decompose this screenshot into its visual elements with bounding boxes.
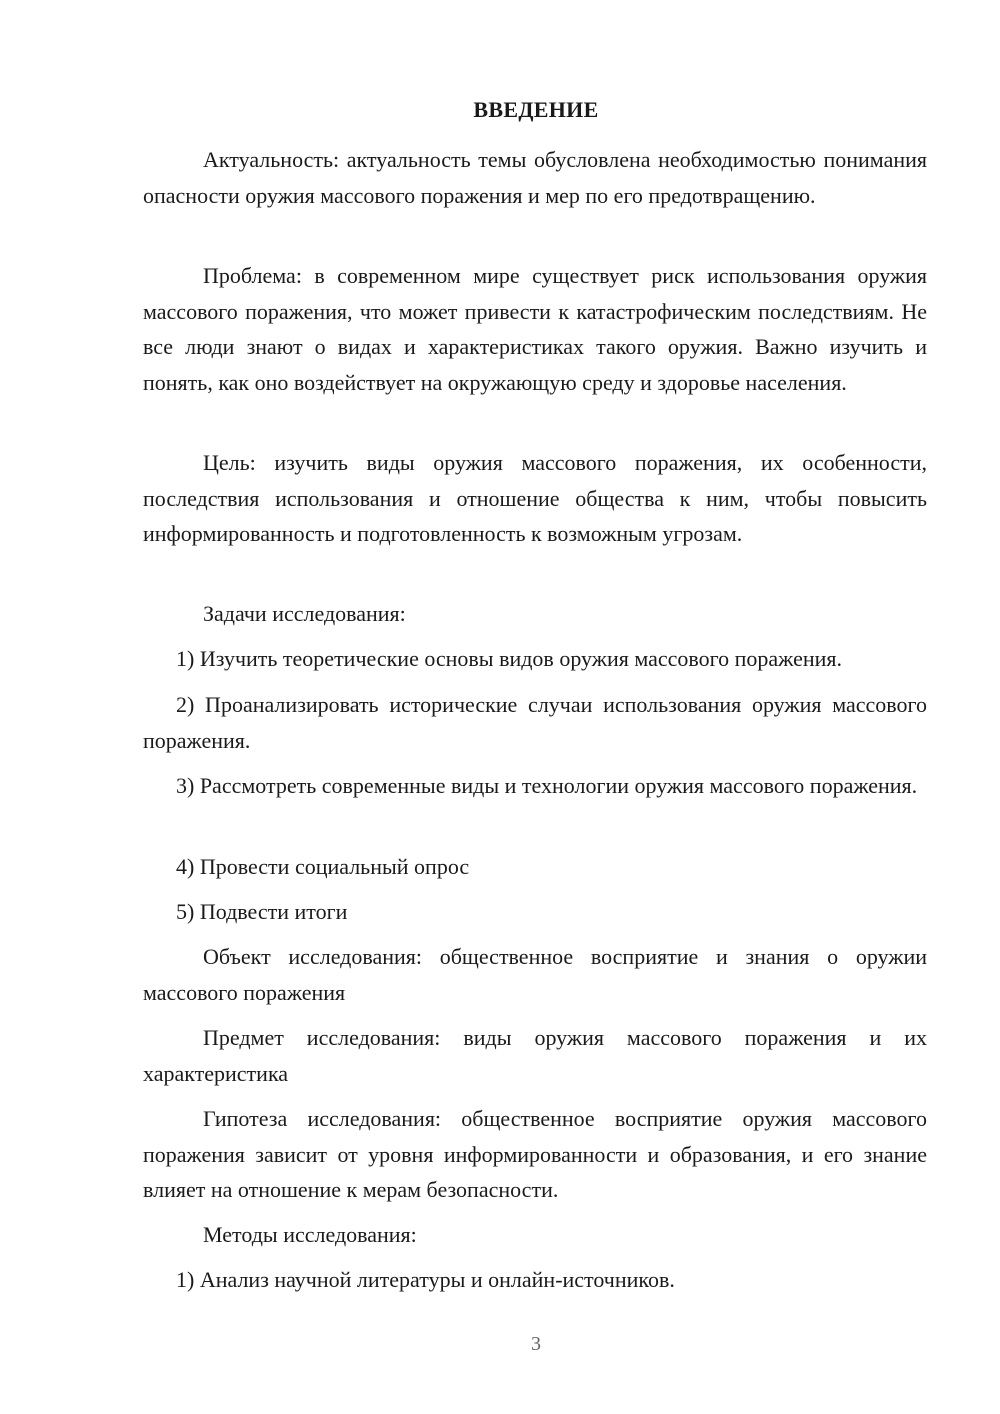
paragraph-object: Объект исследования: общественное восприятие и знания о оружии массового поражения <box>143 944 927 1005</box>
paragraph-methods-heading: Методы исследования: <box>203 1222 417 1247</box>
list-item-task-2: 2) Проанализировать исторические случаи использования оружия массового поражения. <box>143 692 927 753</box>
page-title: ВВЕДЕНИЕ <box>473 97 599 122</box>
paragraph-subject: Предмет исследования: виды оружия массового поражения и их характеристика <box>143 1025 927 1086</box>
paragraph-problem: Проблема: в современном мире существует риск использования оружия массового поражения, что может привести к катастрофическим последствиям. Не все люди знают о видах и характеристиках такого оружия. Важно изучить и понять, как оно воздействует на окружающую среду и здоровье населения. <box>143 263 927 395</box>
list-item-task-3: 3) Рассмотреть современные виды и технологии оружия массового поражения. <box>176 773 918 798</box>
list-item-task-4: 4) Провести социальный опрос <box>176 854 470 879</box>
paragraph-relevance: Актуальность: актуальность темы обусловлена необходимостью понимания опасности оружия массового поражения и мер по его предотвращению. <box>143 147 927 208</box>
list-item-task-5: 5) Подвести итоги <box>176 899 348 924</box>
paragraph-goal: Цель: изучить виды оружия массового поражения, их особенности, последствия использования и отношение общества к ним, чтобы повысить информированность и подготовленность к возможным угрозам. <box>143 450 927 546</box>
paragraph-hypothesis: Гипотеза исследования: общественное восприятие оружия массового поражения зависит от уровня информированности и образования, и его знание влияет на отношение к мерам безопасности. <box>143 1106 927 1202</box>
list-item-task-1: 1) Изучить теоретические основы видов оружия массового поражения. <box>176 646 842 671</box>
paragraph-tasks-heading: Задачи исследования: <box>203 601 406 626</box>
page-number: 3 <box>531 1333 541 1355</box>
list-item-method-1: 1) Анализ научной литературы и онлайн-источников. <box>176 1267 675 1292</box>
